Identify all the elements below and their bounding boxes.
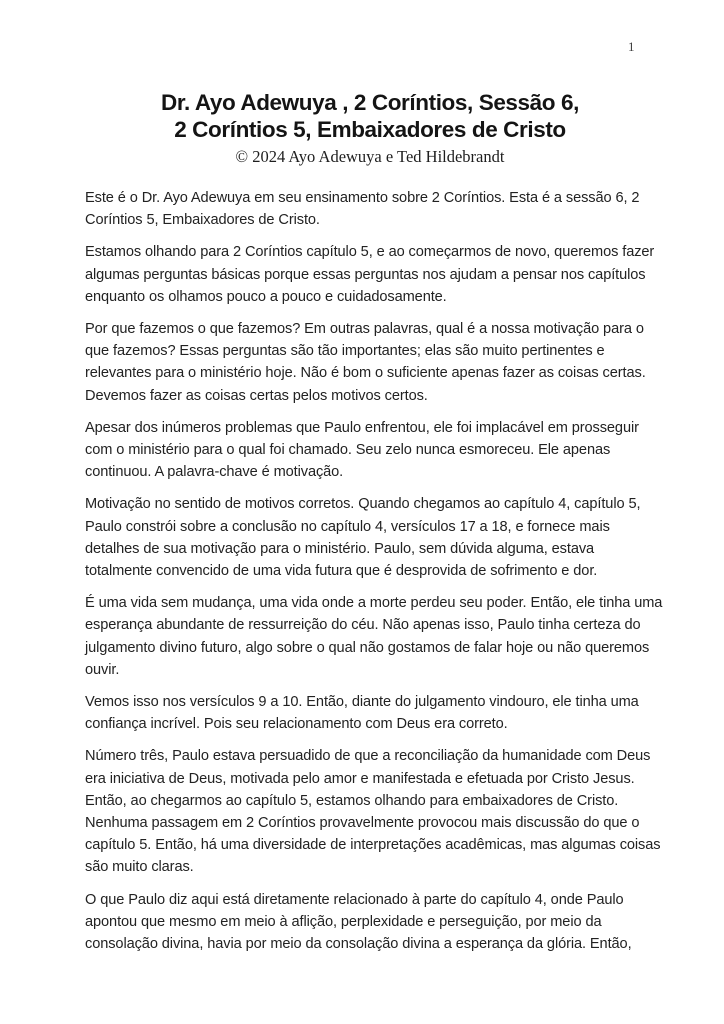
paragraph: Motivação no sentido de motivos corretos. Quando chegamos ao capítulo 4, capítulo 5, Paulo constrói sobre a conclusão no capítulo 4, versículos 17 a 18, e fornece mais detalhes de sua motivação para o ministério. Paulo, sem dúvida alguma, estava totalmente convencido de uma vida futura que é desprovida de sofrimento e dor.	[85, 496, 641, 580]
paragraph: Vemos isso nos versículos 9 a 10. Então, diante do julgamento vindouro, ele tinha uma confiança incrível. Pois seu relacionamento com Deus era correto.	[85, 694, 639, 733]
document-header	[77, 89, 663, 167]
paragraph-intro: Este é o Dr. Ayo Adewuya em seu ensinamento sobre 2 Coríntios. Esta é a sessão 6, 2 Coríntios 5, Embaixadores de Cristo.	[85, 190, 640, 229]
paragraph: Número três, Paulo estava persuadido de que a reconciliação da humanidade com Deus era iniciativa de Deus, motivada pelo amor e manifestada e efetuada por Cristo Jesus. Então, ao chegarmos ao capítulo 5, estamos olhando para embaixadores de Cristo. Nenhuma passagem em 2 Coríntios provavelmente provocou mais discussão do que o capítulo 5. Então, há uma diversidade de interpretações acadêmicas, mas algumas coisas são muito claras.	[85, 748, 661, 876]
paragraph: Por que fazemos o que fazemos? Em outras palavras, qual é a nossa motivação para o que fazemos? Essas perguntas são tão importantes; elas são muito pertinentes e relevantes para o ministério hoje. Não é bom o suficiente apenas fazer as coisas certas. Devemos fazer as coisas certas pelos motivos certos.	[85, 321, 646, 404]
document-title-line-2: 2 Coríntios 5, Embaixadores de Cristo	[174, 117, 566, 142]
copyright-line: © 2024 Ayo Adewuya e Ted Hildebrandt	[235, 147, 505, 166]
paragraph: É uma vida sem mudança, uma vida onde a morte perdeu seu poder. Então, ele tinha uma esperança abundante de ressurreição do céu. Não apenas isso, Paulo tinha certeza do julgamento divino futuro, algo sobre o qual não gostamos de falar hoje ou não queremos ouvir.	[85, 595, 663, 678]
page-number: 1	[628, 39, 635, 54]
document-title-line-1: Dr. Ayo Adewuya , 2 Coríntios, Sessão 6,	[161, 90, 579, 115]
paragraph: Estamos olhando para 2 Coríntios capítulo 5, e ao começarmos de novo, queremos fazer algumas perguntas básicas porque essas perguntas nos ajudam a pensar nos capítulos enquanto os olhamos pouco a pouco e cuidadosamente.	[85, 244, 655, 305]
document-title	[77, 89, 663, 143]
paragraph: O que Paulo diz aqui está diretamente relacionado à parte do capítulo 4, onde Paulo apontou que mesmo em meio à aflição, perplexidade e perseguição, por meio da consolação divina, havia por meio da consolação divina a esperança da glória. Então,	[85, 891, 632, 953]
document-body	[85, 187, 665, 965]
paragraph: Apesar dos inúmeros problemas que Paulo enfrentou, ele foi implacável em prosseguir com o ministério para o qual foi chamado. Seu zelo nunca esmoreceu. Ele apenas continuou. A palavra-chave é motivação.	[85, 419, 639, 481]
